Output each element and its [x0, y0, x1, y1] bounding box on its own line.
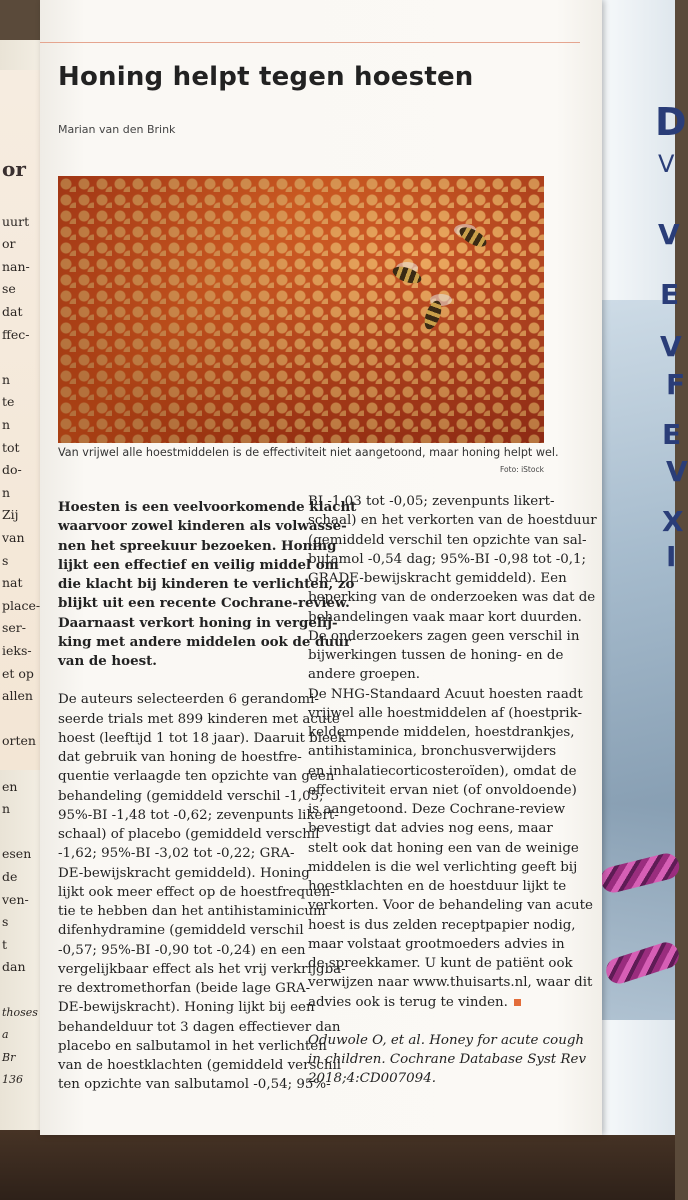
- left-page-fragment: esen: [2, 846, 32, 862]
- left-page-fragment: n: [2, 484, 11, 500]
- left-page-fragment: en: [2, 778, 18, 794]
- body-line: quentie verlaagde ten opzichte van geen: [58, 769, 335, 785]
- left-page-fragment: nat: [2, 575, 23, 591]
- left-page-fragment: van: [2, 530, 25, 545]
- body-line: ten opzichte van salbutamol -0,54; 95%-: [58, 1077, 331, 1093]
- lead-line: Daarnaast verkort honing in vergelij-: [58, 614, 338, 631]
- body-line: behandelduur tot 3 dagen effectiever dan: [58, 1019, 341, 1035]
- left-page-fragment: dan: [2, 959, 26, 975]
- left-page-fragment: do-: [2, 462, 22, 478]
- body-line: bijwerkingen tussen de honing- en de: [308, 648, 564, 663]
- body-line: dat gebruik van honing de hoestfre-: [58, 750, 302, 765]
- body-line: seerde trials met 899 kinderen met acute: [58, 711, 340, 727]
- body-line: behandeling (gemiddeld verschil -1,05;: [58, 788, 324, 804]
- body-line: van de hoestklachten (gemiddeld verschil: [58, 1058, 342, 1073]
- body-line: 95%-BI -1,48 tot -0,62; zevenpunts likert-: [58, 807, 339, 823]
- body-line: bevestigt dat advies nog eens, maar: [308, 821, 553, 837]
- right-page-letter: X: [662, 505, 684, 538]
- left-page-fragment: ser-: [2, 620, 27, 636]
- body-line: vrijwel alle hoestmiddelen af (hoestprik-: [308, 705, 582, 721]
- body-line: hoest is dus zelden receptpapier nodig,: [308, 917, 576, 933]
- end-of-article-mark: [514, 999, 521, 1006]
- lead-line: waarvoor zowel kinderen als volwasse-: [58, 518, 347, 535]
- body-line: butamol -0,54 dag; 95%-BI -0,98 tot -0,1;: [308, 551, 587, 567]
- article-title: Honing helpt tegen hoesten: [58, 62, 474, 92]
- lead-line: lijkt een effectief en veilig middel om: [58, 556, 339, 573]
- body-line: vergelijkbaar effect als het vrij verkrijgba-: [58, 961, 346, 977]
- article-page: [40, 0, 602, 1135]
- left-page-fragment: te: [2, 394, 15, 410]
- left-page-fragment: or: [2, 236, 16, 252]
- left-page-fragment: orten: [2, 733, 36, 749]
- article-body-right: [308, 492, 597, 1012]
- lead-line: nen het spreekuur bezoeken. Honing: [58, 537, 337, 554]
- body-line: GRADE-bewijskracht gemiddeld). Een: [308, 571, 567, 586]
- body-line: schaal) en het verkorten van de hoestduur: [308, 513, 597, 529]
- left-page-fragment: n: [2, 417, 11, 432]
- body-line: de spreekkamer. U kunt de patiënt ook: [308, 956, 573, 971]
- body-line: placebo en salbutamol in het verlichten: [58, 1038, 327, 1054]
- body-line: -0,57; 95%-BI -0,90 tot -0,24) en een: [58, 942, 306, 958]
- body-line: verwijzen naar www.thuisarts.nl, waar dit: [308, 975, 593, 991]
- body-line: De auteurs selecteerden 6 gerandomi-: [58, 692, 319, 708]
- body-line: De onderzoekers zagen geen verschil in: [308, 628, 580, 644]
- left-page-fragment: place-: [2, 597, 41, 613]
- body-line: BI -1,03 tot -0,05; zevenpunts likert-: [308, 494, 555, 509]
- article-reference: [308, 1031, 597, 1089]
- left-page-fragment: or: [2, 157, 26, 181]
- right-page-letter: E: [660, 278, 680, 311]
- left-page-fragment: n: [2, 371, 11, 387]
- left-page-fragment: s: [2, 552, 9, 568]
- left-page-fragment: uurt: [2, 213, 30, 229]
- left-page-fragment: se: [2, 281, 16, 297]
- left-page-fragment: ffec-: [2, 326, 30, 342]
- body-line: lijkt ook meer effect op de hoestfrequen-: [58, 884, 335, 900]
- right-page-mountain-photo: [600, 300, 675, 1020]
- left-page-fragment: allen: [2, 688, 33, 704]
- body-line: is aangetoond. Deze Cochrane-review: [308, 802, 566, 817]
- left-page-fragment: 136: [2, 1073, 23, 1087]
- left-page-fragment: t: [2, 936, 8, 952]
- body-line: -1,62; 95%-BI -3,02 tot -0,22; GRA-: [58, 846, 295, 862]
- honeycomb-photo: [58, 176, 544, 443]
- body-line: (gemiddeld verschil ten opzichte van sal-: [308, 532, 587, 548]
- right-page-letter: D: [655, 100, 687, 144]
- left-page-fragment: et op: [2, 665, 34, 681]
- right-page-letter: V: [658, 218, 680, 251]
- body-line: advies ook is terug te vinden.: [308, 993, 597, 1012]
- left-page-fragment: a: [2, 1028, 9, 1042]
- body-line: DE-bewijskracht). Honing lijkt bij een: [58, 1000, 315, 1016]
- right-page-letter: F: [666, 368, 686, 401]
- lead-line: die klacht bij kinderen te verlichten, zo: [58, 576, 355, 592]
- body-line: stelt ook dat honing een van de weinige: [308, 840, 579, 856]
- body-line: De NHG-Standaard Acuut hoesten raadt: [308, 686, 583, 702]
- body-line: schaal) of placebo (gemiddeld verschil: [58, 827, 320, 842]
- body-line: beperking van de onderzoeken was dat de: [308, 590, 596, 606]
- body-line: en inhalatiecorticosteroïden), omdat de: [308, 763, 577, 779]
- paragraph-gap: [308, 1012, 597, 1031]
- left-page-fragment: ven-: [2, 891, 29, 907]
- right-page-letter: I: [666, 540, 677, 573]
- lead-line: van de hoest.: [58, 653, 157, 669]
- reference-line: 2018;4:CD007094.: [308, 1071, 436, 1087]
- left-page-fragment: tot: [2, 439, 20, 455]
- right-page-letter: V: [660, 330, 682, 363]
- photo-caption: Van vrijwel alle hoestmiddelen is de effectiviteit niet aangetoond, maar honing helpt wel.: [58, 446, 559, 459]
- left-page-fragment: s: [2, 914, 9, 930]
- left-page-fragment: nan-: [2, 258, 30, 274]
- left-page-fragment: dat: [2, 304, 23, 319]
- body-line: re dextromethorfan (beide lage GRA-: [58, 981, 311, 996]
- photo-shading: [58, 176, 544, 443]
- reference-line: in children. Cochrane Database Syst Rev: [308, 1052, 587, 1067]
- photo-credit: Foto: iStock: [500, 465, 544, 474]
- body-line: maar volstaat grootmoeders advies in: [308, 936, 565, 952]
- body-line: hoestklachten en de hoestduur lijkt te: [308, 879, 567, 894]
- left-page-fragment: ieks-: [2, 643, 32, 658]
- left-page-fragment: Zij: [2, 507, 19, 523]
- lead-line: blijkt uit een recente Cochrane-review.: [58, 595, 350, 612]
- left-page-fragment: Br: [2, 1050, 16, 1064]
- lead-line: Hoesten is een veelvoorkomende klacht: [58, 499, 357, 515]
- right-page-letter: V: [666, 455, 688, 488]
- reference-line: Oduwole O, et al. Honey for acute cough: [308, 1032, 585, 1048]
- left-page-fragment: n: [2, 801, 11, 817]
- body-line: hoest (leeftijd 1 tot 18 jaar). Daaruit bleek: [58, 730, 346, 746]
- right-page-letter: V: [658, 150, 675, 178]
- header-rule: [40, 42, 580, 43]
- lead-line: king met andere middelen ook de duur: [58, 633, 351, 650]
- body-line: difenhydramine (gemiddeld verschil: [58, 923, 304, 939]
- body-line: keldempende middelen, hoestdrankjes,: [308, 725, 575, 740]
- article-column-right: [308, 492, 597, 1089]
- body-line: verkorten. Voor de behandeling van acute: [308, 898, 593, 914]
- body-line: tie te hebben dan het antihistaminicum: [58, 904, 326, 919]
- article-author: Marian van den Brink: [58, 123, 176, 136]
- left-page-fragment: de: [2, 869, 18, 884]
- body-line: andere groepen.: [308, 667, 421, 683]
- body-line: antihistaminica, bronchusverwijders: [308, 744, 557, 760]
- body-line: effectiviteit ervan niet (of onvoldoende): [308, 782, 577, 798]
- body-line: middelen is die wel verlichting geeft bij: [308, 859, 578, 875]
- right-page-letter: E: [662, 418, 682, 451]
- body-line: behandelingen vaak maar kort duurden.: [308, 609, 582, 625]
- body-line: DE-bewijskracht gemiddeld). Honing: [58, 865, 310, 881]
- left-page-fragment: thoses: [2, 1005, 38, 1019]
